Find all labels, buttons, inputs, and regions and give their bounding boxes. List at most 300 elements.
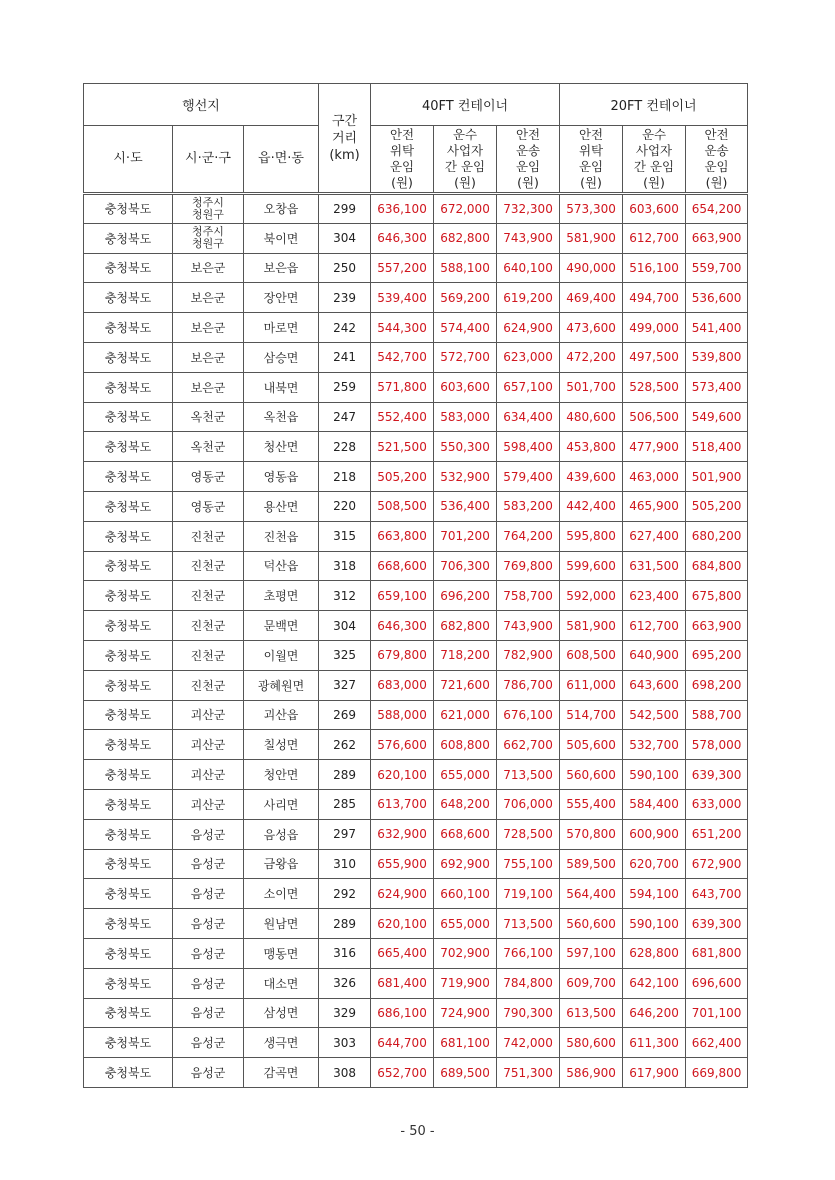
cell-20ft-carrier: 497,500 [623,342,686,372]
cell-eupmyeon: 대소면 [244,968,319,998]
cell-20ft-safety: 518,400 [686,432,748,462]
table-row [84,879,748,909]
cell-eupmyeon: 생극면 [244,1028,319,1058]
header-40ft: 40FT 컨테이너 [371,84,560,126]
cell-sigungu: 음성군 [173,879,244,909]
table-row [84,909,748,939]
cell-sigungu: 옥천군 [173,432,244,462]
cell-eupmyeon: 문백면 [244,611,319,641]
cell-40ft-safety: 657,100 [497,372,560,402]
cell-40ft-safety: 713,500 [497,760,560,790]
cell-20ft-consign: 442,400 [560,491,623,521]
cell-distance: 329 [319,998,371,1028]
cell-40ft-consign: 632,900 [371,819,434,849]
cell-20ft-consign: 609,700 [560,968,623,998]
header-40ft-rate3 [497,126,560,194]
cell-20ft-carrier: 590,100 [623,909,686,939]
cell-40ft-safety: 662,700 [497,730,560,760]
cell-sido: 충청북도 [84,849,173,879]
cell-40ft-safety: 619,200 [497,283,560,313]
cell-sigungu: 영동군 [173,462,244,492]
cell-sigungu: 진천군 [173,521,244,551]
cell-sigungu: 음성군 [173,1028,244,1058]
cell-40ft-safety: 769,800 [497,551,560,581]
cell-40ft-carrier: 724,900 [434,998,497,1028]
cell-40ft-consign: 644,700 [371,1028,434,1058]
cell-20ft-consign: 514,700 [560,700,623,730]
cell-40ft-consign: 613,700 [371,789,434,819]
cell-eupmyeon: 칠성면 [244,730,319,760]
cell-40ft-consign: 655,900 [371,849,434,879]
table-row [84,551,748,581]
cell-eupmyeon: 삼승면 [244,342,319,372]
cell-sigungu: 괴산군 [173,760,244,790]
cell-40ft-safety: 758,700 [497,581,560,611]
cell-20ft-carrier: 542,500 [623,700,686,730]
cell-40ft-consign: 539,400 [371,283,434,313]
cell-40ft-consign: 679,800 [371,640,434,670]
cell-20ft-carrier: 627,400 [623,521,686,551]
cell-distance: 289 [319,909,371,939]
cell-20ft-carrier: 620,700 [623,849,686,879]
cell-distance: 241 [319,342,371,372]
header-sigungu: 시·군·구 [173,126,244,194]
cell-20ft-safety: 651,200 [686,819,748,849]
cell-sido: 충청북도 [84,611,173,641]
cell-sido: 충청북도 [84,283,173,313]
cell-20ft-safety: 549,600 [686,402,748,432]
cell-40ft-safety: 624,900 [497,313,560,343]
header-20ft-rate3 [686,126,748,194]
cell-20ft-safety: 573,400 [686,372,748,402]
cell-20ft-carrier: 516,100 [623,253,686,283]
cell-40ft-consign: 652,700 [371,1058,434,1088]
cell-40ft-carrier: 668,600 [434,819,497,849]
cell-sido: 충청북도 [84,909,173,939]
cell-40ft-safety: 764,200 [497,521,560,551]
cell-20ft-consign: 564,400 [560,879,623,909]
cell-eupmyeon: 맹동면 [244,938,319,968]
cell-sido: 충청북도 [84,700,173,730]
header-20ft-rate2 [623,126,686,194]
cell-distance: 327 [319,670,371,700]
cell-eupmyeon: 덕산읍 [244,551,319,581]
cell-20ft-safety: 663,900 [686,223,748,253]
header-20ft-rate1 [560,126,623,194]
cell-40ft-carrier: 574,400 [434,313,497,343]
cell-40ft-carrier: 648,200 [434,789,497,819]
cell-20ft-consign: 560,600 [560,760,623,790]
cell-40ft-carrier: 719,900 [434,968,497,998]
cell-20ft-consign: 480,600 [560,402,623,432]
cell-distance: 259 [319,372,371,402]
cell-sido: 충청북도 [84,789,173,819]
header-eupmyeon: 읍·면·동 [244,126,319,194]
cell-40ft-safety: 676,100 [497,700,560,730]
cell-sido: 충청북도 [84,313,173,343]
cell-20ft-carrier: 532,700 [623,730,686,760]
cell-distance: 325 [319,640,371,670]
cell-40ft-carrier: 692,900 [434,849,497,879]
cell-20ft-carrier: 646,200 [623,998,686,1028]
cell-40ft-safety: 790,300 [497,998,560,1028]
cell-20ft-carrier: 463,000 [623,462,686,492]
table-header [84,84,748,194]
cell-sido: 충청북도 [84,938,173,968]
cell-sigungu: 보은군 [173,283,244,313]
cell-20ft-safety: 698,200 [686,670,748,700]
cell-eupmyeon: 초평면 [244,581,319,611]
cell-20ft-consign: 613,500 [560,998,623,1028]
cell-40ft-consign: 571,800 [371,372,434,402]
cell-sido: 충청북도 [84,194,173,224]
table-row [84,223,748,253]
cell-40ft-consign: 508,500 [371,491,434,521]
cell-20ft-safety: 684,800 [686,551,748,581]
cell-40ft-consign: 588,000 [371,700,434,730]
cell-20ft-consign: 473,600 [560,313,623,343]
cell-40ft-consign: 646,300 [371,223,434,253]
cell-40ft-safety: 766,100 [497,938,560,968]
cell-sido: 충청북도 [84,730,173,760]
cell-40ft-consign: 636,100 [371,194,434,224]
cell-distance: 318 [319,551,371,581]
cell-sigungu: 괴산군 [173,730,244,760]
table-row [84,432,748,462]
header-label: 안전 위탁 운임 (원) [578,127,604,190]
cell-40ft-carrier: 588,100 [434,253,497,283]
cell-sido: 충청북도 [84,402,173,432]
cell-eupmyeon: 보은읍 [244,253,319,283]
cell-40ft-safety: 743,900 [497,223,560,253]
cell-40ft-consign: 552,400 [371,402,434,432]
cell-40ft-safety: 719,100 [497,879,560,909]
cell-20ft-safety: 633,000 [686,789,748,819]
cell-40ft-carrier: 536,400 [434,491,497,521]
cell-20ft-carrier: 499,000 [623,313,686,343]
cell-eupmyeon: 금왕읍 [244,849,319,879]
table-row [84,760,748,790]
cell-distance: 297 [319,819,371,849]
cell-40ft-carrier: 696,200 [434,581,497,611]
cell-40ft-carrier: 655,000 [434,760,497,790]
table-row [84,313,748,343]
cell-40ft-carrier: 702,900 [434,938,497,968]
table-row [84,819,748,849]
cell-eupmyeon: 진천읍 [244,521,319,551]
header-label: 운수 사업자 간 운임 (원) [444,127,486,190]
cell-sigungu: 음성군 [173,909,244,939]
cell-40ft-carrier: 572,700 [434,342,497,372]
table-row [84,640,748,670]
cell-sido: 충청북도 [84,551,173,581]
cell-40ft-carrier: 660,100 [434,879,497,909]
cell-eupmyeon: 감곡면 [244,1058,319,1088]
table-row [84,253,748,283]
cell-40ft-safety: 782,900 [497,640,560,670]
cell-20ft-safety: 696,600 [686,968,748,998]
table-row [84,581,748,611]
cell-40ft-consign: 620,100 [371,909,434,939]
cell-20ft-safety: 578,000 [686,730,748,760]
cell-40ft-carrier: 706,300 [434,551,497,581]
cell-40ft-consign: 505,200 [371,462,434,492]
cell-20ft-consign: 597,100 [560,938,623,968]
table-row [84,521,748,551]
cell-20ft-safety: 501,900 [686,462,748,492]
cell-40ft-consign: 544,300 [371,313,434,343]
cell-20ft-consign: 581,900 [560,611,623,641]
cell-20ft-carrier: 643,600 [623,670,686,700]
cell-distance: 218 [319,462,371,492]
cell-40ft-safety: 713,500 [497,909,560,939]
cell-40ft-consign: 557,200 [371,253,434,283]
cell-sido: 충청북도 [84,342,173,372]
cell-40ft-safety: 742,000 [497,1028,560,1058]
cell-eupmyeon: 삼성면 [244,998,319,1028]
cell-40ft-safety: 784,800 [497,968,560,998]
cell-20ft-consign: 608,500 [560,640,623,670]
header-label: 안전 운송 운임 (원) [515,127,541,190]
cell-distance: 316 [319,938,371,968]
cell-eupmyeon: 사리면 [244,789,319,819]
cell-20ft-consign: 560,600 [560,909,623,939]
cell-distance: 292 [319,879,371,909]
cell-40ft-safety: 706,000 [497,789,560,819]
cell-40ft-carrier: 569,200 [434,283,497,313]
table-body [84,194,748,1088]
cell-eupmyeon: 용산면 [244,491,319,521]
cell-20ft-carrier: 584,400 [623,789,686,819]
cell-20ft-safety: 536,600 [686,283,748,313]
cell-20ft-safety: 643,700 [686,879,748,909]
header-20ft: 20FT 컨테이너 [560,84,748,126]
cell-eupmyeon: 원남면 [244,909,319,939]
cell-sigungu: 청주시 청원구 [173,223,244,253]
cell-20ft-safety: 541,400 [686,313,748,343]
cell-distance: 304 [319,223,371,253]
cell-20ft-consign: 611,000 [560,670,623,700]
cell-distance: 242 [319,313,371,343]
cell-eupmyeon: 괴산읍 [244,700,319,730]
cell-distance: 315 [319,521,371,551]
table-row [84,789,748,819]
cell-40ft-safety: 579,400 [497,462,560,492]
cell-20ft-consign: 472,200 [560,342,623,372]
cell-20ft-safety: 588,700 [686,700,748,730]
cell-40ft-carrier: 681,100 [434,1028,497,1058]
cell-20ft-consign: 592,000 [560,581,623,611]
cell-distance: 303 [319,1028,371,1058]
cell-20ft-safety: 639,300 [686,760,748,790]
cell-sigungu: 보은군 [173,372,244,402]
cell-40ft-carrier: 682,800 [434,611,497,641]
table-row [84,611,748,641]
cell-40ft-carrier: 655,000 [434,909,497,939]
cell-eupmyeon: 광혜원면 [244,670,319,700]
cell-40ft-carrier: 701,200 [434,521,497,551]
cell-sigungu: 괴산군 [173,789,244,819]
cell-sigungu: 영동군 [173,491,244,521]
cell-20ft-safety: 672,900 [686,849,748,879]
cell-sigungu: 괴산군 [173,700,244,730]
cell-40ft-safety: 755,100 [497,849,560,879]
cell-sigungu: 음성군 [173,849,244,879]
table-row [84,700,748,730]
cell-20ft-carrier: 603,600 [623,194,686,224]
cell-eupmyeon: 청안면 [244,760,319,790]
cell-distance: 310 [319,849,371,879]
table-row [84,194,748,224]
cell-sigungu: 진천군 [173,670,244,700]
cell-eupmyeon: 이월면 [244,640,319,670]
cell-sido: 충청북도 [84,879,173,909]
cell-20ft-consign: 555,400 [560,789,623,819]
cell-20ft-consign: 501,700 [560,372,623,402]
cell-distance: 220 [319,491,371,521]
header-sido: 시·도 [84,126,173,194]
cell-distance: 312 [319,581,371,611]
header-distance [319,84,371,194]
page-number: - 50 - [400,1124,435,1139]
cell-20ft-consign: 570,800 [560,819,623,849]
cell-eupmyeon: 북이면 [244,223,319,253]
cell-distance: 299 [319,194,371,224]
header-40ft-rate1 [371,126,434,194]
header-label: 안전 위탁 운임 (원) [389,127,415,190]
table-row [84,342,748,372]
cell-sido: 충청북도 [84,372,173,402]
cell-20ft-carrier: 590,100 [623,760,686,790]
cell-40ft-consign: 681,400 [371,968,434,998]
table-row [84,402,748,432]
cell-sido: 충청북도 [84,760,173,790]
cell-sigungu: 진천군 [173,611,244,641]
table-row [84,491,748,521]
table-row [84,968,748,998]
cell-distance: 308 [319,1058,371,1088]
cell-20ft-consign: 599,600 [560,551,623,581]
table-row [84,849,748,879]
cell-40ft-safety: 786,700 [497,670,560,700]
cell-40ft-carrier: 603,600 [434,372,497,402]
cell-20ft-safety: 559,700 [686,253,748,283]
cell-distance: 228 [319,432,371,462]
header-40ft-rate2 [434,126,497,194]
header-region: 행선지 [84,84,319,126]
table-row [84,1058,748,1088]
cell-20ft-consign: 586,900 [560,1058,623,1088]
cell-eupmyeon: 소이면 [244,879,319,909]
cell-40ft-consign: 620,100 [371,760,434,790]
cell-40ft-carrier: 583,000 [434,402,497,432]
cell-40ft-safety: 583,200 [497,491,560,521]
cell-20ft-consign: 580,600 [560,1028,623,1058]
cell-20ft-safety: 639,300 [686,909,748,939]
cell-eupmyeon: 청산면 [244,432,319,462]
cell-20ft-safety: 505,200 [686,491,748,521]
cell-sigungu: 진천군 [173,581,244,611]
cell-40ft-carrier: 608,800 [434,730,497,760]
cell-20ft-carrier: 611,300 [623,1028,686,1058]
cell-40ft-carrier: 621,000 [434,700,497,730]
cell-sido: 충청북도 [84,670,173,700]
cell-sigungu: 보은군 [173,342,244,372]
table-row [84,670,748,700]
cell-sido: 충청북도 [84,432,173,462]
cell-40ft-carrier: 672,000 [434,194,497,224]
table-row [84,998,748,1028]
cell-20ft-carrier: 617,900 [623,1058,686,1088]
cell-20ft-carrier: 594,100 [623,879,686,909]
cell-20ft-consign: 469,400 [560,283,623,313]
cell-20ft-safety: 669,800 [686,1058,748,1088]
cell-20ft-carrier: 600,900 [623,819,686,849]
cell-20ft-carrier: 631,500 [623,551,686,581]
cell-40ft-carrier: 721,600 [434,670,497,700]
cell-sigungu: 음성군 [173,819,244,849]
cell-40ft-consign: 663,800 [371,521,434,551]
cell-40ft-consign: 576,600 [371,730,434,760]
cell-sido: 충청북도 [84,819,173,849]
cell-sido: 충청북도 [84,521,173,551]
cell-40ft-consign: 683,000 [371,670,434,700]
table-row [84,938,748,968]
cell-sido: 충청북도 [84,1028,173,1058]
cell-20ft-safety: 675,800 [686,581,748,611]
table-row [84,283,748,313]
cell-40ft-consign: 659,100 [371,581,434,611]
table-row [84,462,748,492]
cell-40ft-carrier: 682,800 [434,223,497,253]
cell-40ft-consign: 542,700 [371,342,434,372]
cell-40ft-consign: 668,600 [371,551,434,581]
cell-20ft-consign: 505,600 [560,730,623,760]
cell-20ft-carrier: 642,100 [623,968,686,998]
cell-eupmyeon: 오창읍 [244,194,319,224]
header-label: 운수 사업자 간 운임 (원) [633,127,675,190]
table-row [84,730,748,760]
cell-40ft-safety: 634,400 [497,402,560,432]
cell-sido: 충청북도 [84,1058,173,1088]
cell-20ft-carrier: 612,700 [623,223,686,253]
cell-40ft-consign: 646,300 [371,611,434,641]
cell-sido: 충청북도 [84,253,173,283]
cell-40ft-consign: 624,900 [371,879,434,909]
cell-40ft-carrier: 689,500 [434,1058,497,1088]
cell-20ft-carrier: 528,500 [623,372,686,402]
cell-sigungu: 청주시 청원구 [173,194,244,224]
cell-40ft-safety: 732,300 [497,194,560,224]
header-label: 안전 운송 운임 (원) [704,127,729,190]
cell-distance: 262 [319,730,371,760]
cell-20ft-safety: 695,200 [686,640,748,670]
table-row [84,1028,748,1058]
cell-20ft-consign: 439,600 [560,462,623,492]
cell-20ft-consign: 589,500 [560,849,623,879]
cell-eupmyeon: 음성읍 [244,819,319,849]
cell-20ft-carrier: 465,900 [623,491,686,521]
cell-40ft-consign: 665,400 [371,938,434,968]
cell-sigungu: 진천군 [173,551,244,581]
cell-20ft-consign: 490,000 [560,253,623,283]
cell-20ft-safety: 654,200 [686,194,748,224]
cell-sido: 충청북도 [84,968,173,998]
cell-eupmyeon: 옥천읍 [244,402,319,432]
cell-40ft-carrier: 718,200 [434,640,497,670]
cell-20ft-safety: 681,800 [686,938,748,968]
cell-sigungu: 진천군 [173,640,244,670]
